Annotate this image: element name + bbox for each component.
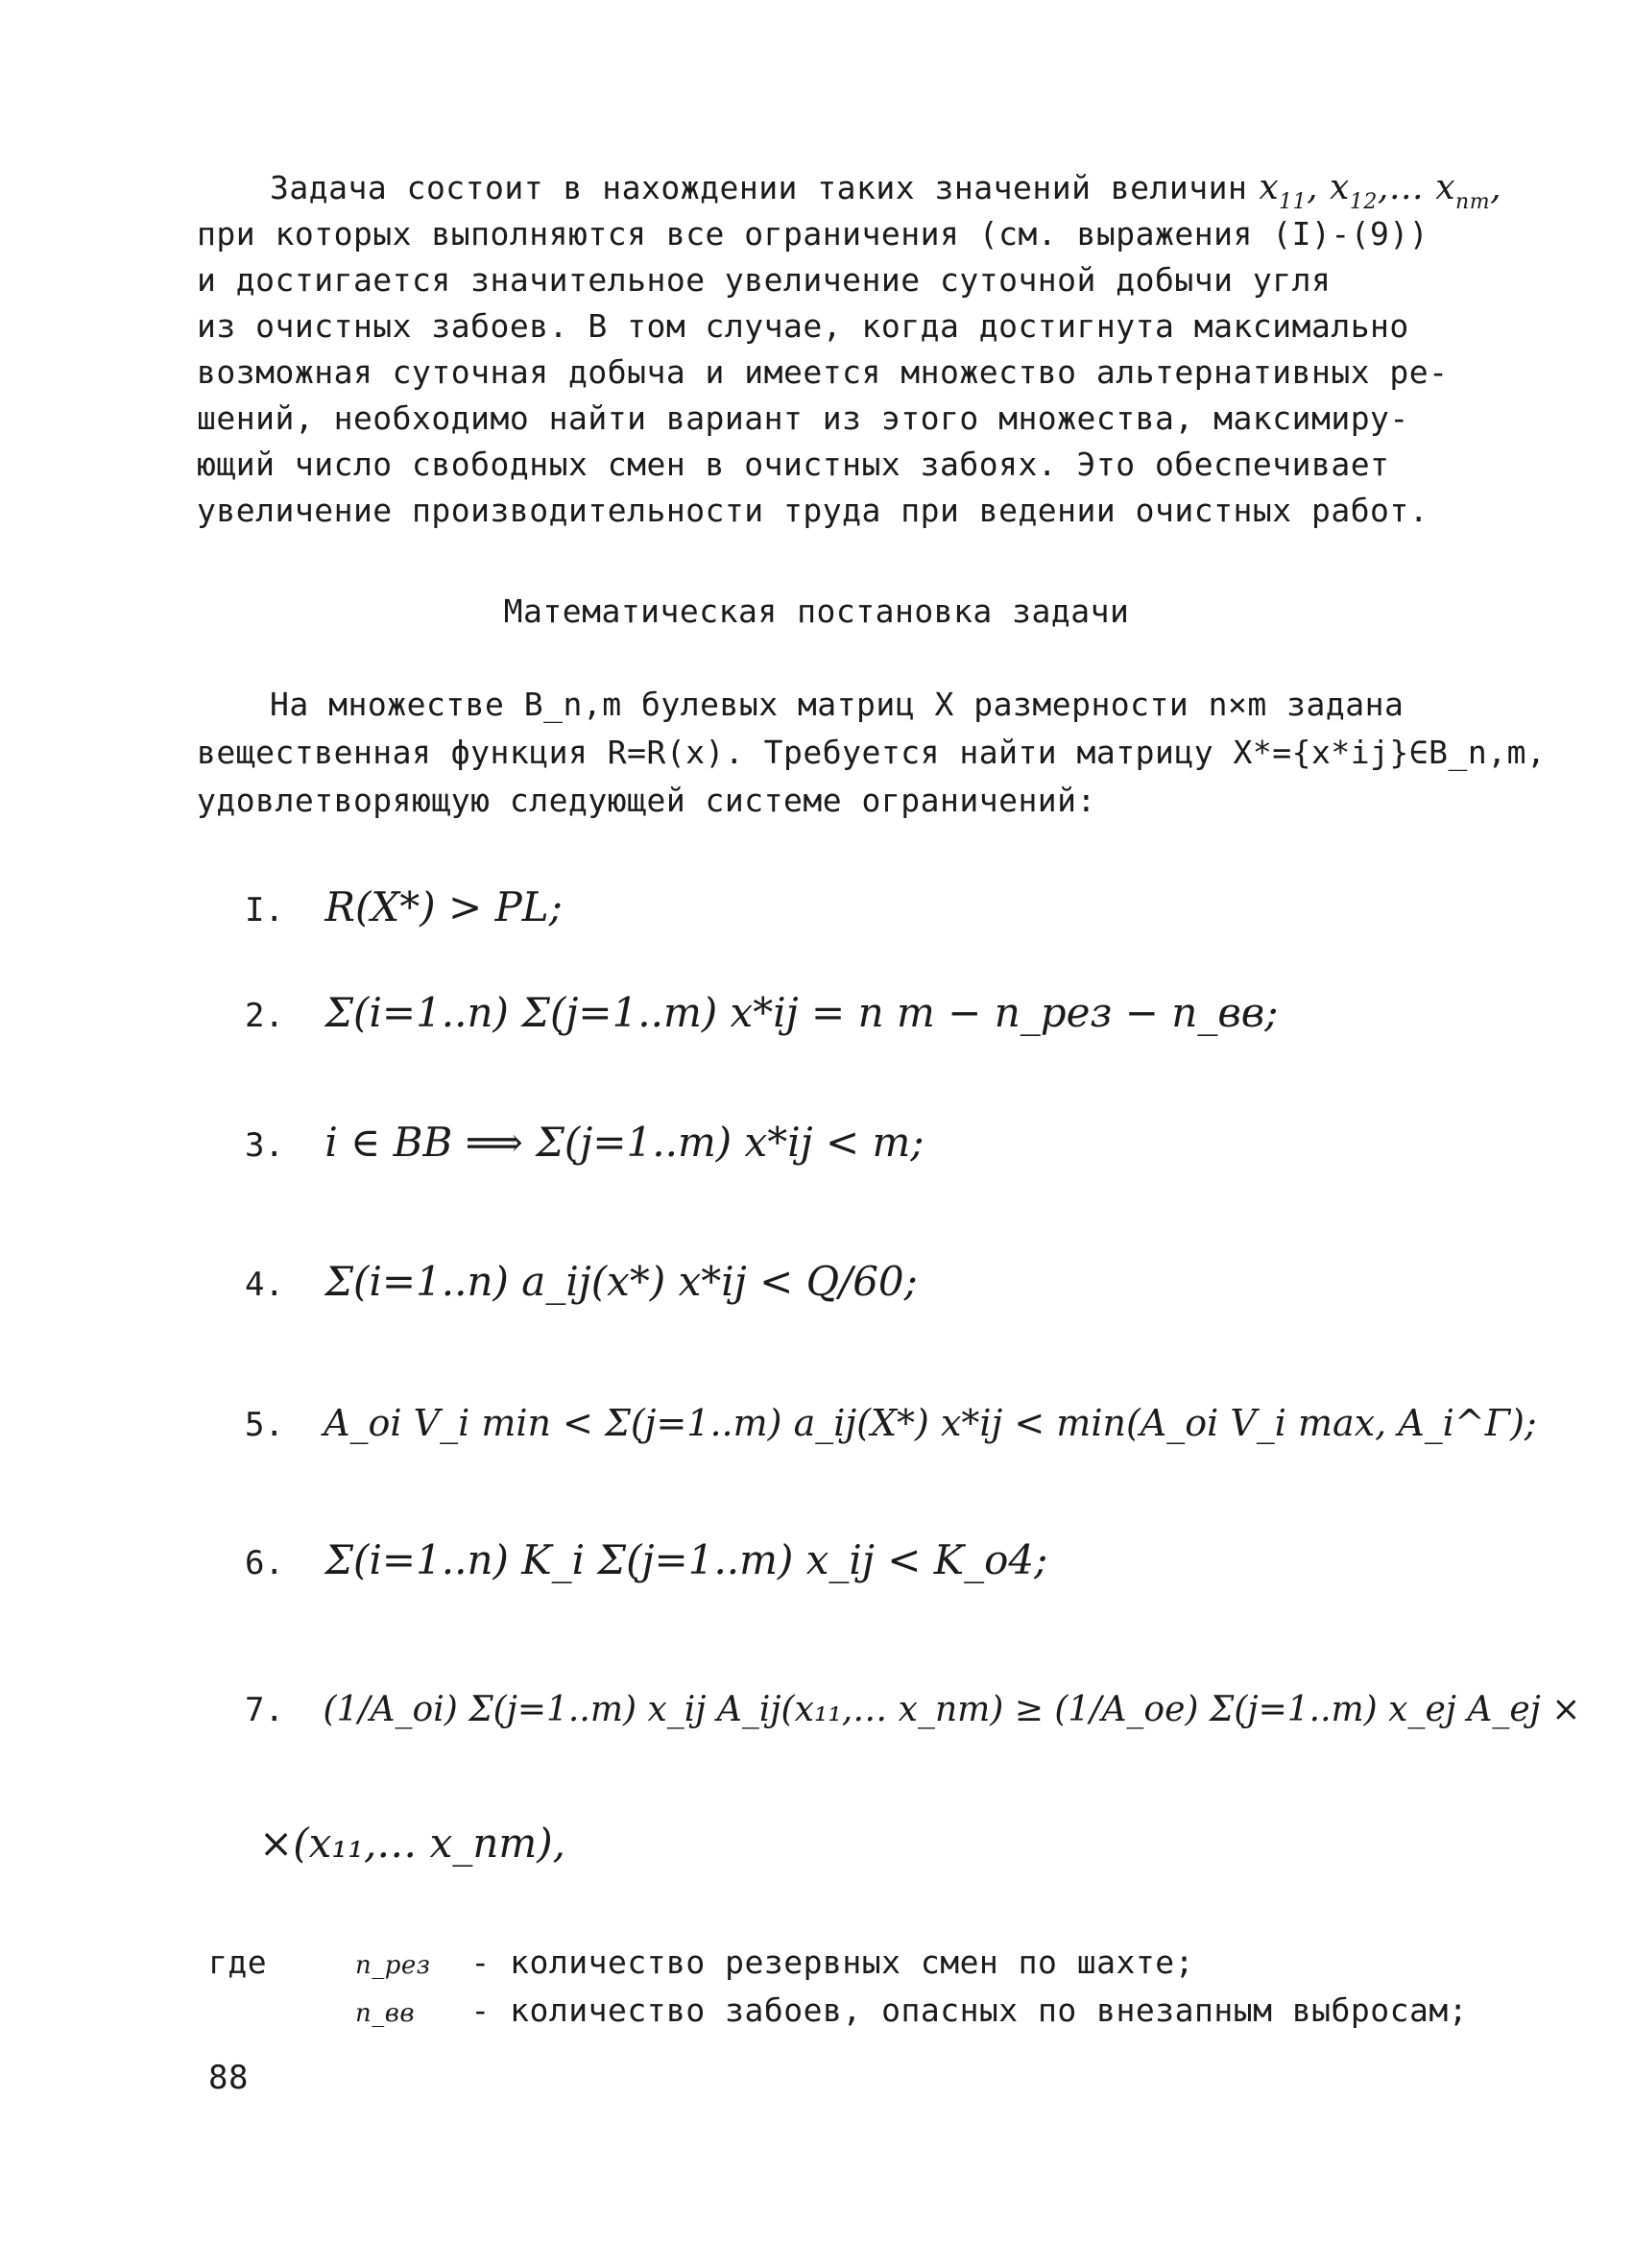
paragraph-1-line-8 <box>197 488 1429 534</box>
constraint-formula: A_oi V_i min < Σ(j=1..m) a_ij(X*) x*ij < min(A_oi V_i max, A_i^Γ); <box>324 1402 1537 1444</box>
constraint-number: 3. <box>245 1126 284 1165</box>
paragraph-1-line-5 <box>197 350 1449 396</box>
constraint-formula: ×(x₁₁,… x_nm), <box>259 1820 565 1867</box>
constraint-formula: i ∈ BB ⟹ Σ(j=1..m) x*ij < m; <box>324 1119 925 1166</box>
paragraph-2-line-1 <box>270 682 1404 728</box>
text-line: ющий число свободных смен в очистных забоях. Это обеспечивает <box>197 446 1390 483</box>
text-line: при которых выполняются все ограничения (см. выражения (I)-(9)) <box>197 215 1429 253</box>
definition-1 <box>355 1940 1194 1989</box>
paragraph-2-line-3 <box>197 778 1096 824</box>
definition-2 <box>355 1988 1468 2037</box>
section-heading: Математическая постановка задачи <box>503 592 1130 630</box>
paragraph-1-line-1: Задача состоит в нахождении таких значений величин $x_{11}$, $x_{12},\dots$ $x_{nm}$, <box>270 168 1502 214</box>
constraint-formula: (1/A_oi) Σ(j=1..m) x_ij A_ij(x₁₁,… x_nm) ≥ (1/A_oe) Σ(j=1..m) x_ej A_ej × <box>323 1690 1581 1729</box>
variable-x11: x <box>1247 168 1280 207</box>
constraint-formula: Σ(i=1..n) a_ij(x*) x*ij < Q/60; <box>324 1258 918 1305</box>
constraint-3 <box>245 1119 925 1166</box>
constraint-number: 7. <box>245 1691 284 1729</box>
definition-text: - количество резервных смен по шахте; <box>470 1943 1194 1981</box>
typed-text: Задача состоит в нахождении таких значений величин <box>270 169 1248 206</box>
constraint-formula: Σ(i=1..n) K_i Σ(j=1..m) x_ij < K_o4; <box>324 1536 1048 1583</box>
constraint-number: I. <box>245 891 284 929</box>
text-line: На множестве B_n,m булевых матриц X размерности n×m задана <box>270 686 1405 723</box>
paragraph-2-line-2 <box>197 730 1546 776</box>
page-number: 88 <box>208 2059 249 2097</box>
constraint-1 <box>245 883 563 930</box>
constraint-number: 4. <box>245 1266 284 1304</box>
definition-text: - количество забоев, опасных по внезапным выбросам; <box>470 1991 1469 2029</box>
text-line: из очистных забоев. В том случае, когда достигнута максимально <box>197 307 1409 345</box>
paragraph-1-line-7 <box>197 442 1389 488</box>
constraint-7 <box>245 1690 1580 1729</box>
paragraph-1-line-3 <box>197 257 1440 303</box>
constraint-2 <box>245 989 1278 1036</box>
constraint-4 <box>245 1258 918 1305</box>
paragraph-1-line-6 <box>197 396 1409 442</box>
constraint-number: 5. <box>245 1406 284 1444</box>
constraint-number: 2. <box>245 997 284 1035</box>
text-line: возможная суточная добыча и имеется множество альтернативных ре- <box>197 353 1449 391</box>
definition-symbol: n_вв <box>355 1999 416 2028</box>
text-line: удовлетворяющую следующей системе ограничений: <box>197 782 1096 819</box>
text-line: увеличение производительности труда при ведении очистных работ. <box>197 492 1429 529</box>
constraint-number: 6. <box>245 1544 284 1582</box>
paragraph-1-line-4 <box>197 303 1409 350</box>
definition-symbol: n_рез <box>355 1951 431 1980</box>
text-line: вещественная функция R=R(x). Требуется найти матрицу X*={x*ij}∈B_n,m, <box>197 734 1547 771</box>
text-line: шений, необходимо найти вариант из этого множества, максимиру- <box>197 399 1409 437</box>
constraint-5 <box>245 1402 1537 1444</box>
constraint-formula: R(X*) > PL; <box>324 883 563 930</box>
constraint-6 <box>245 1536 1047 1583</box>
paragraph-1-line-2 <box>197 211 1440 257</box>
constraint-formula: Σ(i=1..n) Σ(j=1..m) x*ij = n m − n_рез − n_вв; <box>324 989 1279 1036</box>
constraint-7-continuation <box>259 1820 565 1867</box>
where-label: где <box>208 1943 268 1981</box>
text-line: и достигается значительное увеличение суточной добычи угля <box>197 261 1332 299</box>
